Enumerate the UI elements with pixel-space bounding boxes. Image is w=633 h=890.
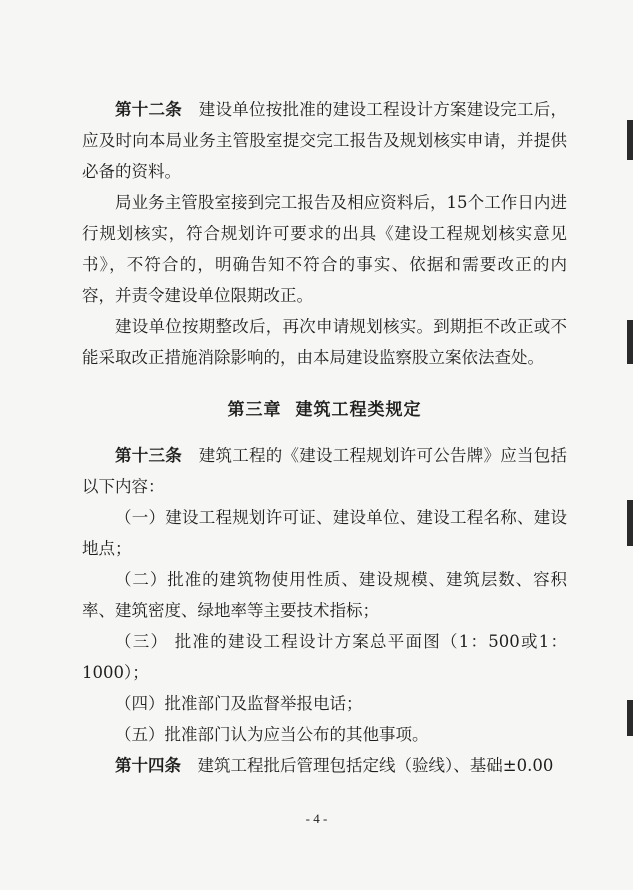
chapter-number: 第三章 bbox=[227, 400, 282, 420]
article-13-text: 建筑工程的《建设工程规划许可公告牌》应当包括以下内容： bbox=[82, 446, 567, 496]
chapter-title: 建筑工程类规定 bbox=[295, 400, 422, 420]
scan-edge-mark bbox=[627, 700, 633, 736]
list-item: （四）批准部门及监督举报电话； bbox=[115, 694, 363, 713]
list-item: （三） 批准的建设工程设计方案总平面图（1：500或1：1000）； bbox=[82, 632, 567, 682]
article-12-text: 建设单位按批准的建设工程设计方案建设完工后，应及时向本局业务主管股室提交完工报告及规划核实申请，并提供必备的资料。 bbox=[82, 100, 567, 181]
list-item: （五）批准部门认为应当公布的其他事项。 bbox=[115, 725, 429, 744]
article-12-paragraph-3: 建设单位按期整改后，再次申请规划核实。到期拒不改正或不能采取改正措施消除影响的，由本局建设监察股立案依法查处。 bbox=[82, 317, 567, 367]
list-item: （二）批准的建筑物使用性质、建设规模、建筑层数、容积率、建筑密度、绿地率等主要技术指标； bbox=[82, 570, 567, 620]
page-number: - 4 - bbox=[305, 811, 328, 826]
article-14-paragraph bbox=[82, 750, 567, 781]
scan-edge-mark bbox=[627, 320, 633, 364]
list-item: （一）建设工程规划许可证、建设单位、建设工程名称、建设地点； bbox=[82, 508, 567, 558]
article-13-title: 第十三条 bbox=[115, 446, 182, 465]
chapter-heading bbox=[82, 395, 567, 420]
article-14-text: 建筑工程批后管理包括定线（验线）、基础±0.00 bbox=[197, 756, 554, 775]
scan-edge-mark bbox=[627, 120, 633, 160]
article-12-paragraph-2: 局业务主管股室接到完工报告及相应资料后，15个工作日内进行规划核实，符合规划许可要求的出具《建设工程规划核实意见书》，不符合的，明确告知不符合的事实、依据和需要改正的内容，并责令建设单位限期改正。 bbox=[82, 193, 567, 305]
article-12-title: 第十二条 bbox=[115, 100, 182, 119]
document-body bbox=[82, 94, 567, 781]
article-14-title: 第十四条 bbox=[115, 756, 181, 775]
article-13-paragraph bbox=[82, 440, 567, 502]
article-12-paragraph bbox=[82, 94, 567, 187]
scan-edge-mark bbox=[627, 500, 633, 546]
